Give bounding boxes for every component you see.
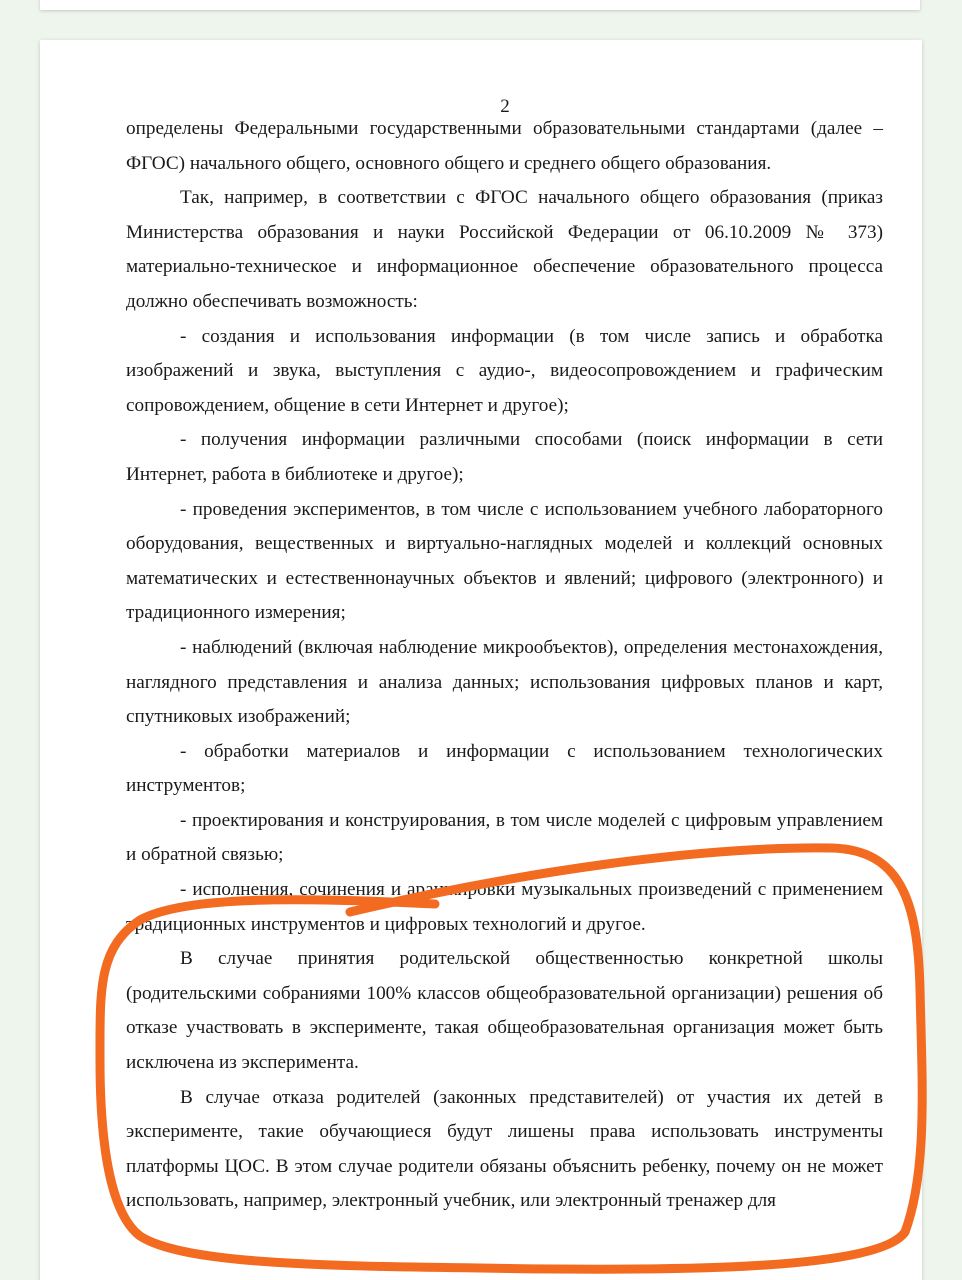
list-item: - проведения экспериментов, в том числе с использованием учебного лабораторного оборудования, вещественных и виртуально-наглядных моделей и коллекций основных математических и естественнонаучных объектов и явлений; цифрового (электронного) и традиционного измерения; — [126, 498, 883, 624]
paragraph-school-refusal: В случае принятия родительской общественностью конкретной школы (родительскими собраниями 100% классов общеобразовательной организации) решения об отказе участвовать в эксперименте, такая общеобразовательная организация может быть исключена из эксперимента. — [126, 948, 883, 1074]
page-number: 2 — [500, 96, 510, 117]
list-item: - наблюдений (включая наблюдение микрообъектов), определения местонахождения, наглядного представления и анализа данных; использования цифровых планов и карт, спутниковых изображений; — [126, 636, 883, 728]
list-item: - создания и использования информации (в том числе запись и обработка изображений и звука, выступления с аудио-, видеосопровождением и графическим сопровождением, общение в сети Интернет и другое); — [126, 325, 883, 416]
list-item: - исполнения, сочинения и аранжировки музыкальных произведений с применением традиционных инструментов и цифровых технологий и другое. — [126, 879, 883, 935]
paragraph-intro: определены Федеральными государственными образовательными стандартами (далее – ФГОС) начального общего, основного общего и среднего общего образования. — [126, 118, 883, 174]
paragraph-parent-refusal: В случае отказа родителей (законных представителей) от участия их детей в эксперименте, такие обучающиеся будут лишены права использовать инструменты платформы ЦОС. В этом случае родители обязаны объяснить ребенку, почему он не может использовать, например, электронный учебник, или электронный тренажер для — [126, 1086, 883, 1212]
document-page — [40, 40, 922, 1280]
list-item: - обработки материалов и информации с использованием технологических инструментов; — [126, 740, 883, 797]
list-item: - получения информации различными способами (поиск информации в сети Интернет, работа в библиотеке и другое); — [126, 429, 883, 485]
list-item: - проектирования и конструирования, в том числе моделей с цифровым управлением и обратной связью; — [126, 809, 883, 866]
page-body — [126, 112, 883, 1219]
paragraph-fgos: Так, например, в соответствии с ФГОС начального общего образования (приказ Министерства образования и науки Российской Федерации от 06.10.2009 № 373) материально-техническое и информационное обеспечение образовательного процесса должно обеспечивать возможность: — [126, 187, 883, 312]
previous-page — [40, 0, 920, 10]
